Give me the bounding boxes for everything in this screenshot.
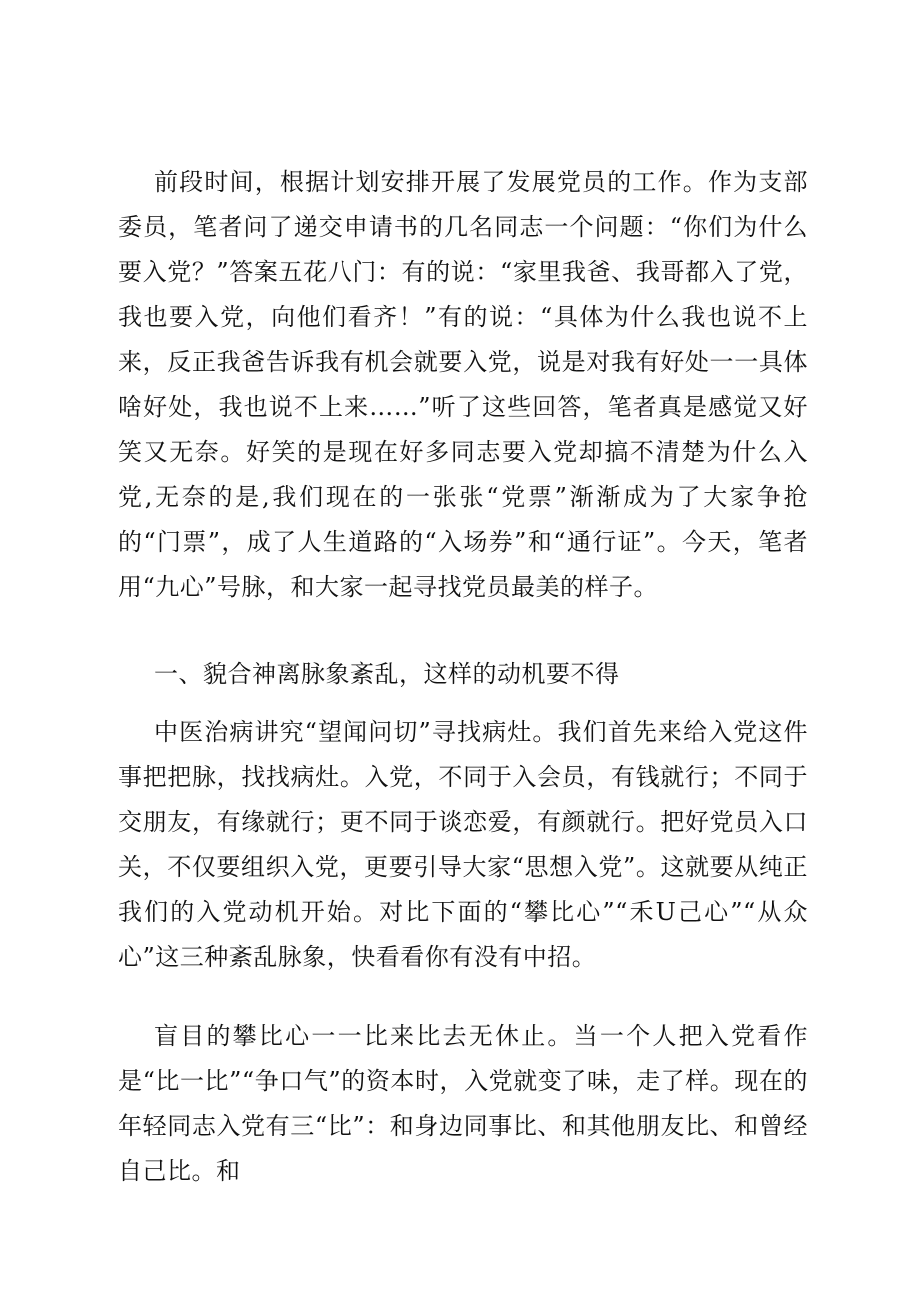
paragraph-comparison: 盲目的攀比心一一比来比去无休止。当一个人把入党看作是“比一比”“争口气”的资本时，入党就变了味，走了样。现在的年轻同志入党有三“比”：和身边同事比、和其他朋友比、和曾经自己比。和	[118, 1022, 808, 1185]
paragraph-intro: 前段时间，根据计划安排开展了发展党员的工作。作为支部委员，笔者问了递交申请书的几名同志一个问题：“你们为什么要入党？”答案五花八门：有的说：“家里我爸、我哥都入了党，我也要入党，向他们看齐！”有的说：“具体为什么我也说不上来，反正我爸告诉我有机会就要入党，说是对我有好处一一具体啥好处，我也说不上来……”听了这些回答，笔者真是感觉又好笑又无奈。好笑的是现在好多同志要入党却搞不清楚为什么入党,无奈的是,我们现在的一张张“党票”渐渐成为了大家争抢的“门票”，成了人生道路的“入场券”和“通行证”。今天，笔者用“九心”号脉，和大家一起寻找党员最美的样子。	[118, 168, 808, 601]
paragraph-diagnosis: 中医治病讲究“望闻问切”寻找病灶。我们首先来给入党这件事把把脉，找找病灶。入党，不同于入会员，有钱就行；不同于交朋友，有缘就行；更不同于谈恋爱，有颜就行。把好党员入口关，不仅要组织入党，更要引导大家“思想入党”。这就要从纯正我们的入党动机开始。对比下面的“攀比心”“禾U己心”“从众心”这三种紊乱脉象，快看看你有没有中招。	[118, 718, 808, 971]
section-heading-1: 一、貌合神离脉象紊乱，这样的动机要不得	[154, 660, 620, 688]
